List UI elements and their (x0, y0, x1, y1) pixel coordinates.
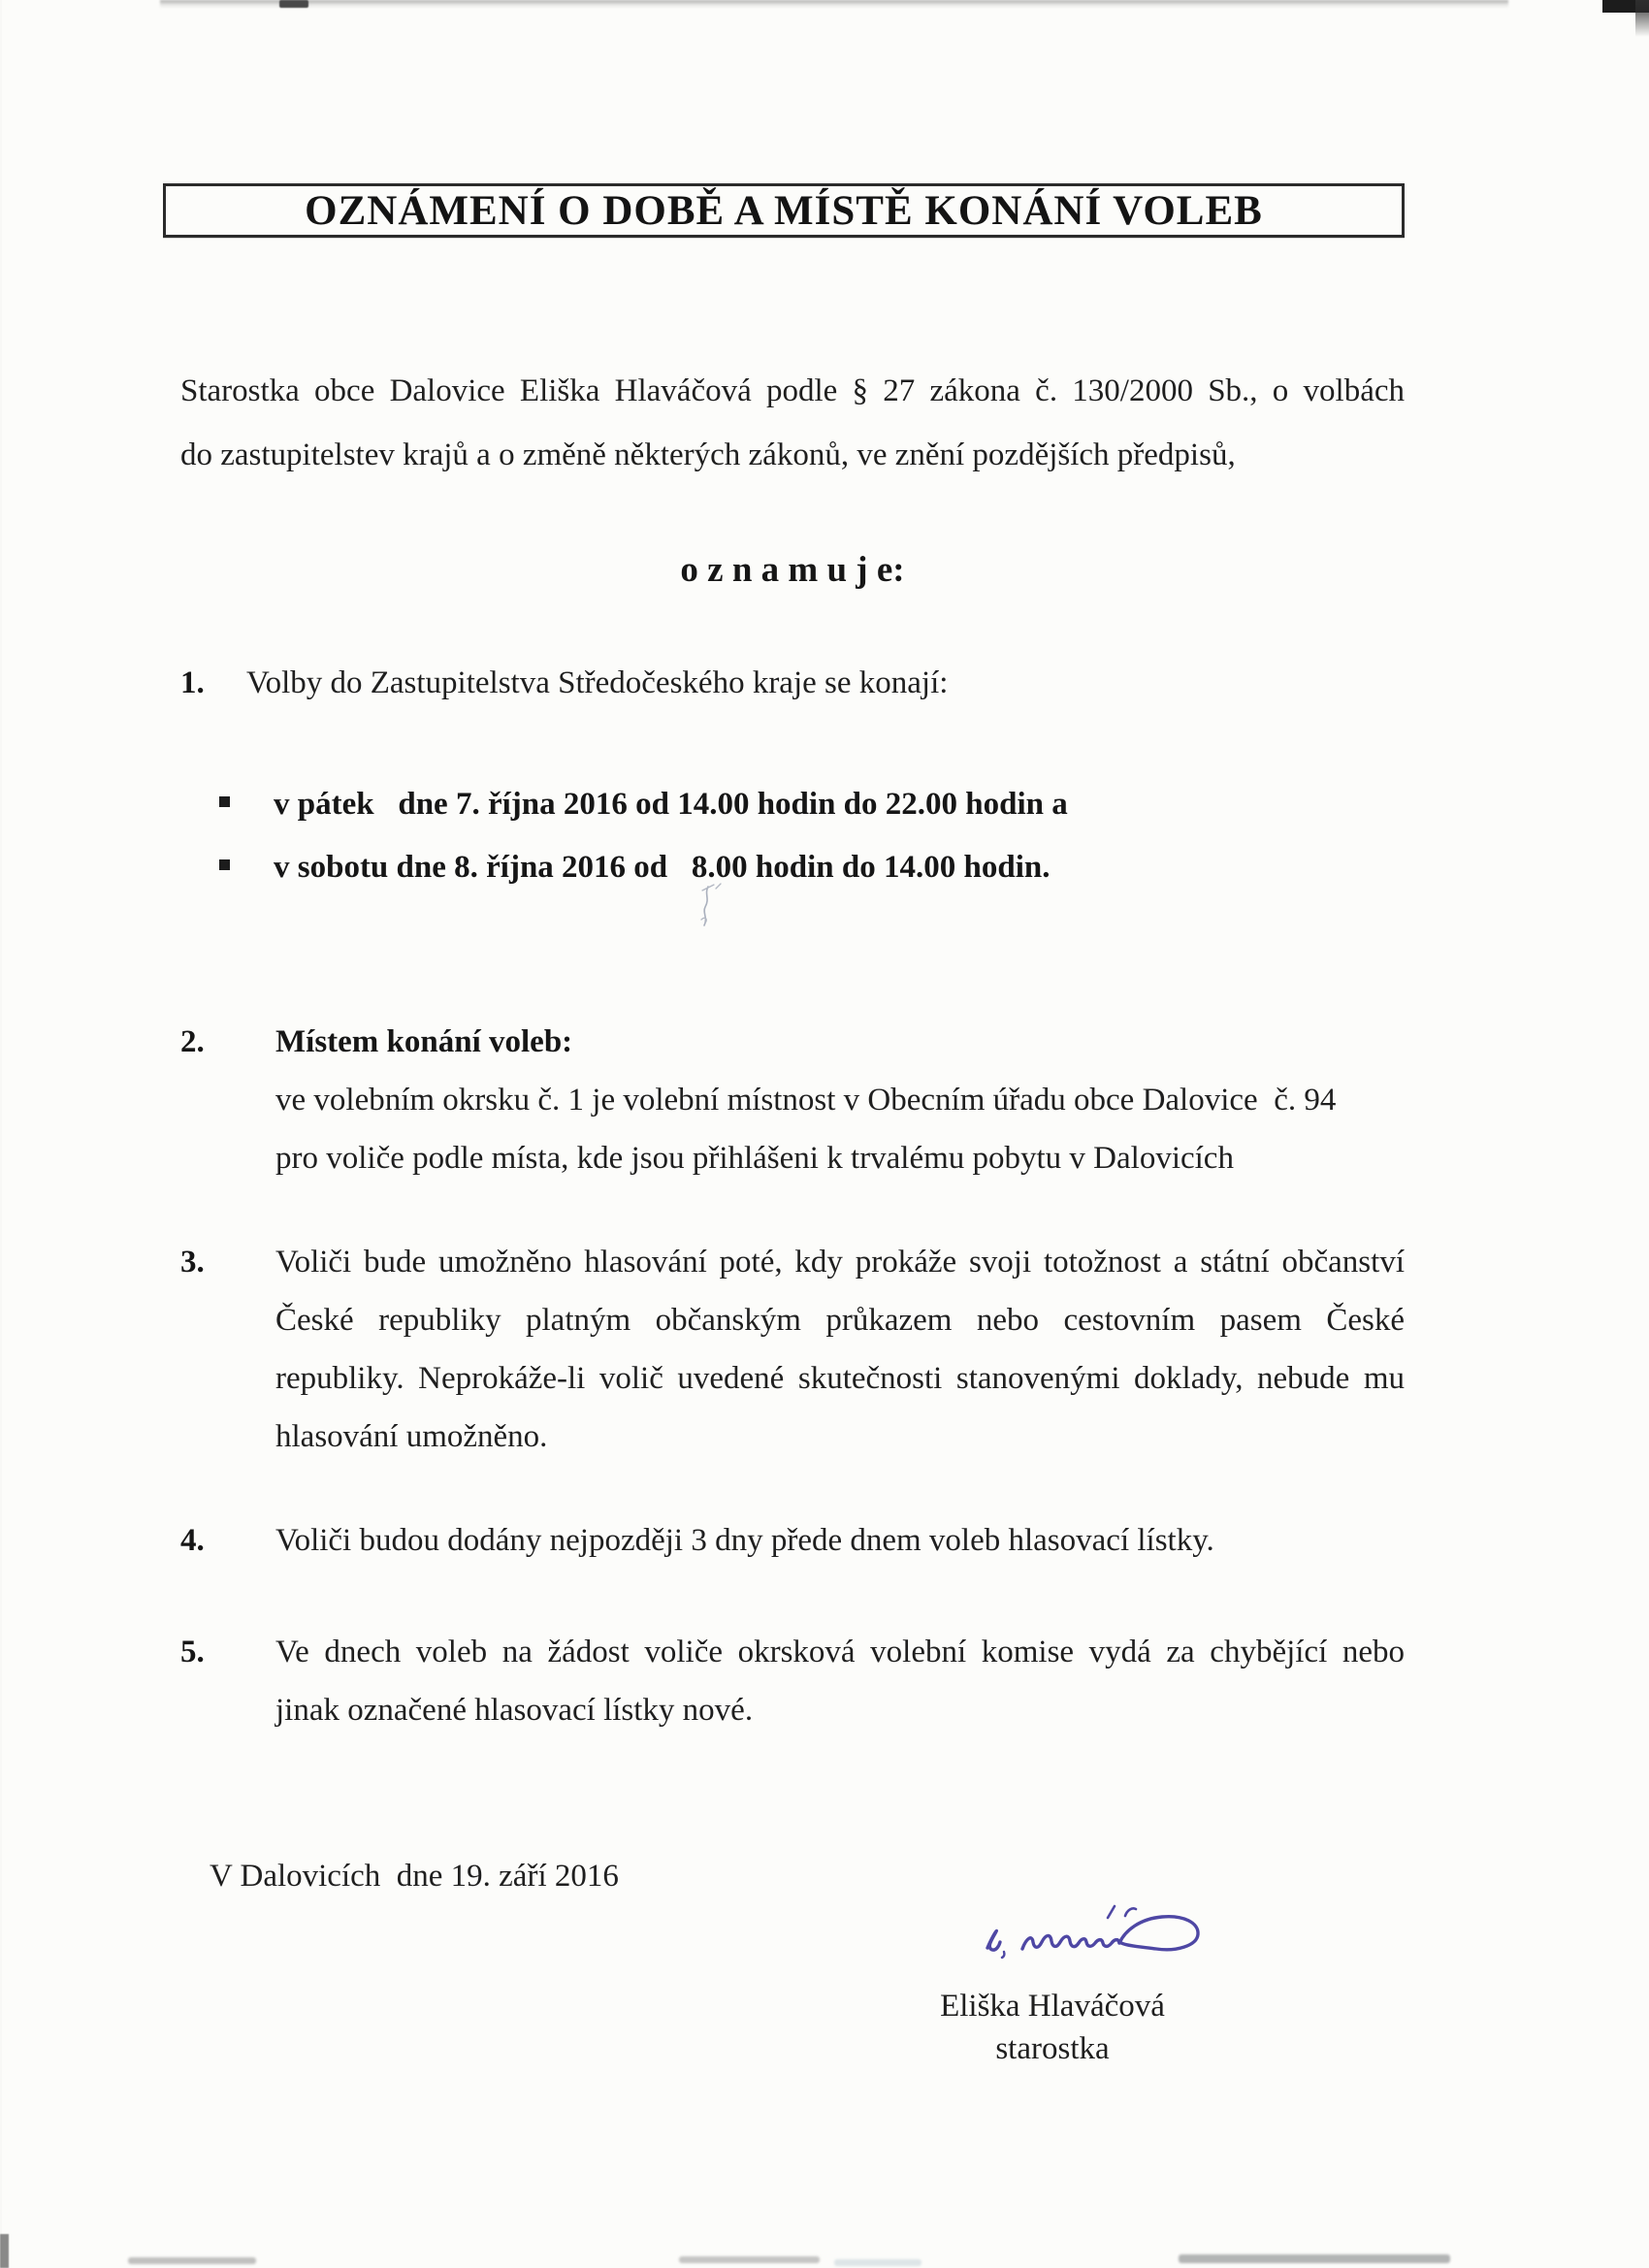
signatory-block (902, 1985, 1203, 2070)
signatory-name: Eliška Hlaváčová (940, 1989, 1165, 2024)
date-line: V Dalovicích dne 19. září 2016 (210, 1859, 619, 1894)
scan-artifact-bottom-smudge (1179, 2254, 1450, 2263)
item-number: 1. (180, 665, 205, 700)
bullet-square-icon (219, 859, 230, 870)
scan-artifact-bottom-smudge (679, 2256, 820, 2263)
item-heading: Místem konání voleb: (275, 1024, 573, 1059)
item-text-line: pro voliče podle místa, kde jsou přihlášeni k trvalému pobytu v Dalovicích (275, 1141, 1234, 1176)
page-title: OZNÁMENÍ O DOBĚ A MÍSTĚ KONÁNÍ VOLEB (305, 187, 1263, 234)
bullet-text: v sobotu dne 8. října 2016 od 8.00 hodin do 14.00 hodin. (274, 850, 1051, 885)
item-text-line: hlasování umožněno. (275, 1419, 548, 1454)
bullet-text: v pátek dne 7. října 2016 od 14.00 hodin do 22.00 hodin a (274, 787, 1068, 822)
item-text-line: Voliči budou dodány nejpozději 3 dny přede dnem voleb hlasovací lístky. (275, 1523, 1214, 1558)
scan-artifact-top-dash (279, 0, 308, 8)
intro-line: do zastupitelstev krajů a o změně některých zákonů, ve znění pozdějších předpisů, (180, 437, 1236, 472)
list-item-5 (180, 1623, 1405, 1739)
scan-artifact-top-band (160, 0, 1508, 9)
item-text-line: Ve dnech voleb na žádost voliče okrsková volební komise vydá za chybějící nebo (275, 1635, 1405, 1669)
item-number: 2. (180, 1024, 205, 1059)
item-text-line: Volby do Zastupitelstva Středočeského kraje se konají: (246, 665, 949, 700)
intro-line: Starostka obce Dalovice Eliška Hlaváčová podle § 27 zákona č. 130/2000 Sb., o volbách (180, 373, 1405, 408)
signatory-role: starostka (995, 2031, 1110, 2066)
scan-artifact-bottom-left-mark (0, 2234, 9, 2268)
item-text-line: republiky. Neprokáže-li volič uvedené skutečnosti stanovenými doklady, nebude mu (275, 1361, 1405, 1396)
intro-paragraph (180, 359, 1405, 487)
list-item-3 (180, 1233, 1405, 1466)
bullet-list (219, 773, 1068, 899)
bullet-square-icon (219, 796, 230, 807)
title-box (163, 183, 1405, 238)
bullet-item (219, 773, 1068, 836)
item-text-line: Voliči bude umožněno hlasování poté, kdy prokáže svoji totožnost a státní občanství (275, 1245, 1405, 1280)
bullet-item (219, 836, 1068, 899)
item-number: 5. (180, 1635, 205, 1669)
list-item-4 (180, 1511, 1405, 1570)
list-item-2 (180, 1013, 1405, 1187)
scan-artifact-bottom-smudge (834, 2259, 922, 2266)
scan-artifact-top-right-tail (1635, 0, 1649, 37)
item-number: 4. (180, 1523, 205, 1558)
item-text-line: ve volebním okrsku č. 1 je volební místnost v Obecním úřadu obce Dalovice č. 94 (275, 1083, 1337, 1118)
list-item-1 (180, 654, 1405, 712)
announcement-word: o z n a m u j e: (680, 550, 905, 590)
scan-artifact-bottom-smudge (128, 2257, 256, 2264)
item-text-line: České republiky platným občanským průkazem nebo cestovním pasem České (275, 1303, 1405, 1338)
item-text-line: jinak označené hlasovací lístky nové. (275, 1693, 754, 1728)
item-number: 3. (180, 1245, 205, 1280)
signature-ink (972, 1903, 1214, 1971)
